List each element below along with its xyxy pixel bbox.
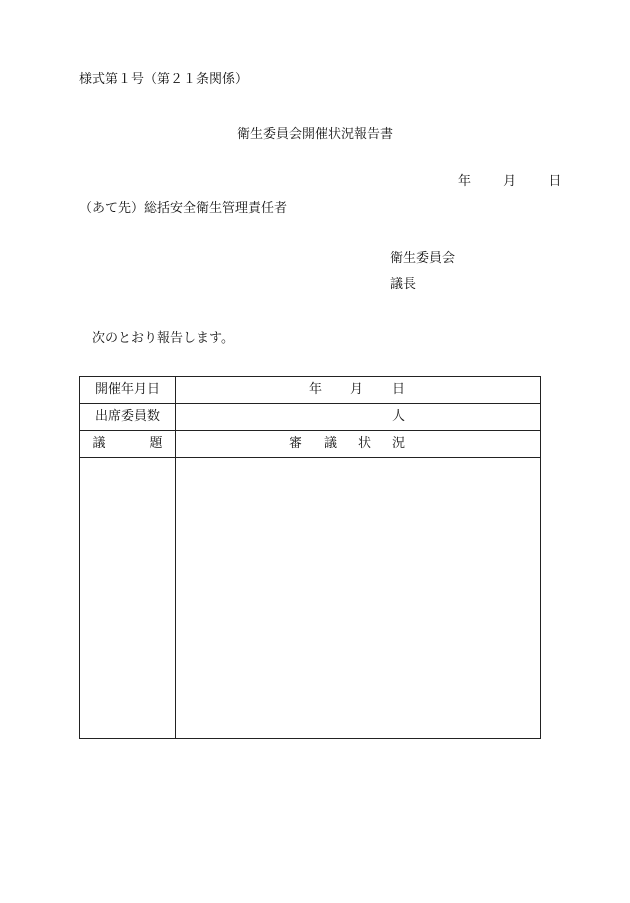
table-row-meeting-date bbox=[80, 377, 541, 404]
value-attendance[interactable] bbox=[176, 404, 541, 431]
intro-text: 次のとおり報告します。 bbox=[92, 331, 234, 346]
label-meeting-date: 開催年月日 bbox=[80, 377, 176, 404]
sender-chair: 議長 bbox=[390, 277, 417, 292]
document-title: 衛生委員会開催状況報告書 bbox=[236, 127, 393, 142]
deliberation-char-4: 況 bbox=[392, 436, 406, 451]
date-day-unit: 日 bbox=[548, 174, 562, 189]
table-row-body bbox=[80, 458, 541, 739]
agenda-char-1: 議 bbox=[92, 436, 126, 451]
attendance-unit: 人 bbox=[392, 409, 406, 424]
header-deliberation-status bbox=[176, 431, 541, 458]
agenda-char-2: 題 bbox=[149, 436, 163, 451]
deliberation-char-2: 議 bbox=[324, 436, 338, 451]
agenda-entry-area[interactable] bbox=[80, 458, 176, 739]
deliberation-char-1: 審 bbox=[289, 436, 303, 451]
addressee: （あて先）総括安全衛生管理責任者 bbox=[79, 201, 288, 216]
date-month-unit: 月 bbox=[503, 174, 517, 189]
report-table bbox=[79, 376, 541, 739]
sender-committee: 衛生委員会 bbox=[390, 251, 456, 266]
value-meeting-date[interactable] bbox=[176, 377, 541, 404]
meeting-day-unit: 日 bbox=[392, 382, 406, 397]
report-date bbox=[458, 174, 561, 190]
meeting-year-unit: 年 bbox=[309, 382, 323, 397]
meeting-month-unit: 月 bbox=[350, 382, 364, 397]
deliberation-char-3: 状 bbox=[358, 436, 372, 451]
label-agenda bbox=[80, 431, 176, 458]
table-row-attendance bbox=[80, 404, 541, 431]
deliberation-entry-area[interactable] bbox=[176, 458, 541, 739]
table-row-header-agenda bbox=[80, 431, 541, 458]
form-number: 様式第１号（第２１条関係） bbox=[79, 72, 249, 87]
date-year-unit: 年 bbox=[458, 174, 472, 189]
label-attendance: 出席委員数 bbox=[80, 404, 176, 431]
